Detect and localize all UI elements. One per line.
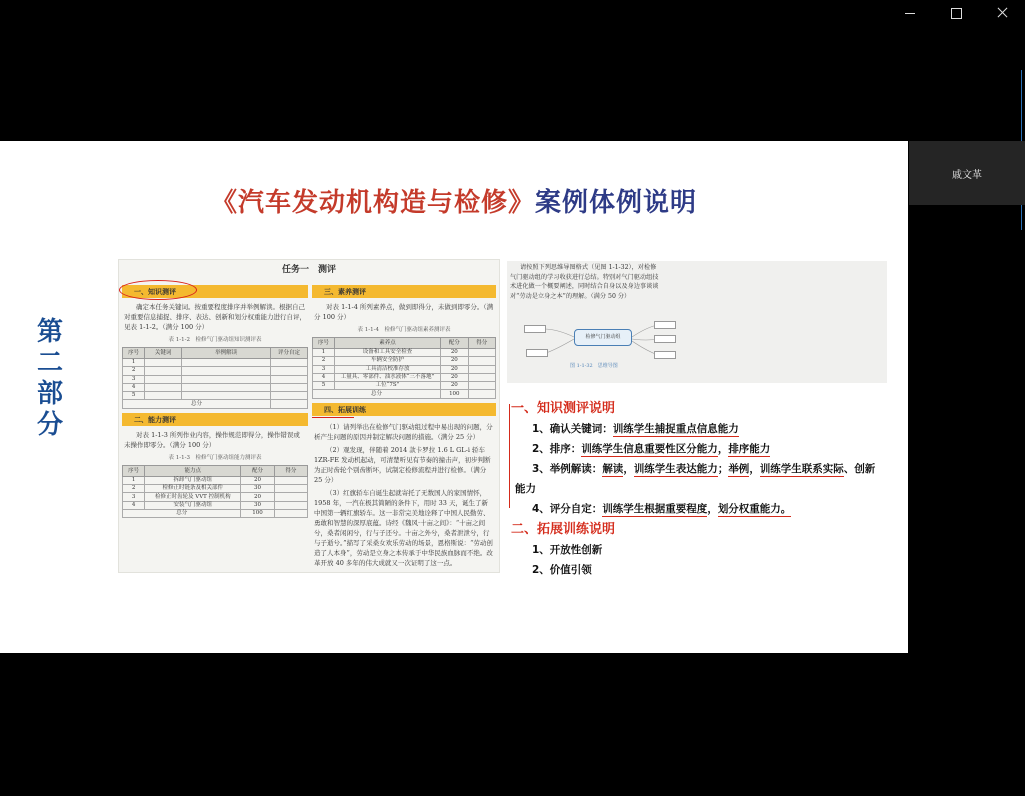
table-cell: 100 <box>441 390 468 398</box>
quality-table <box>312 337 496 399</box>
table-header: 序号 <box>313 338 335 349</box>
table-cell: 3 <box>123 375 145 383</box>
section-text: （1）请列举出在检修气门驱动组过程中易出现的问题，分析产生问题的原因并制定解决问题的措施。（满分 25 分） <box>314 422 493 441</box>
participant-name: 戚文革 <box>952 169 982 181</box>
note-item: 1、开放性创新 <box>532 544 603 556</box>
table-cell: 5 <box>123 392 145 400</box>
title-book-name: 汽车发动机构造与检修 <box>237 188 508 218</box>
table-row <box>313 382 496 390</box>
title-quote-open: 《 <box>210 188 238 218</box>
note-separator: ， <box>623 463 634 475</box>
part-label-char: 第 <box>36 317 63 347</box>
table-cell: 20 <box>241 493 274 501</box>
table-header: 序号 <box>123 348 145 359</box>
table-cell: 4 <box>123 501 145 509</box>
red-underline-annotation <box>312 417 354 418</box>
title-quote-close: 》 <box>508 188 536 218</box>
table-cell: 2 <box>123 485 145 493</box>
note-item <box>511 499 891 519</box>
table-cell: 安装气门驱动组 <box>145 501 241 509</box>
mindmap-caption: 图 1-1-32 思维导图 <box>570 363 618 369</box>
table-cell: 总分 <box>313 390 441 398</box>
note-separator: ； <box>717 463 729 475</box>
section-text: （3）红旗轿车自诞生起就寄托了无数国人的家国情怀，1958 年，一汽在极其简陋的条件下，用时 33 天，诞生了新中国第一辆红旗轿车。这一非常完美地诠释了中国人民勤劳、勇敢和智慧的深厚底蕴。诗经《魏风·十亩之间》：“十亩之间兮，桑者闲闲兮，行与子还兮。十亩之外兮，桑者泄泄兮，行与子逝兮。”描写了采桑女欢乐劳动的场景，恩格斯说：“劳动创造了人本身”，劳动是立身之本传承于中华民族血脉而不绝。改革开放 40 多年的伟大成就又一次证明了这一点。 <box>314 488 493 567</box>
section-title: 二、能力测评 <box>134 414 176 424</box>
note-label: 4、评分自定： <box>532 503 603 515</box>
book-left-column <box>122 285 308 522</box>
table-row <box>313 349 496 357</box>
note-separator: ， <box>749 463 760 475</box>
note-text: 解读 <box>602 463 624 475</box>
table-cell: 1 <box>123 359 145 367</box>
section-bar-quality <box>312 285 496 298</box>
table-cell: 20 <box>441 357 468 365</box>
table-row <box>123 476 308 484</box>
note-text: 训练学生信息重要性区分能力 <box>581 443 718 455</box>
minimize-icon[interactable] <box>887 0 933 26</box>
knowledge-table <box>122 347 308 409</box>
section-title: 四、拓展训练 <box>324 404 366 414</box>
table-cell: 20 <box>441 365 468 373</box>
table-row <box>313 365 496 373</box>
table-header: 得分 <box>274 465 307 476</box>
table-cell: 5 <box>313 382 335 390</box>
table-row <box>123 359 308 367</box>
table-cell: 4 <box>313 373 335 381</box>
note-separator: ， <box>717 443 729 455</box>
mindmap-diagram <box>532 317 672 369</box>
table-cell: 检修正时链条及相关部件 <box>145 485 241 493</box>
table-cell: 设备和工具安全检查 <box>334 349 440 357</box>
table-row <box>123 501 308 509</box>
note-text: 训练学生联系实际 <box>759 463 844 475</box>
section-bar-extension <box>312 403 496 416</box>
notes-heading-knowledge: 一、知识测评说明 <box>511 401 616 416</box>
table-row <box>313 390 496 398</box>
table-header: 评分自定 <box>270 348 307 359</box>
table-row <box>123 509 308 517</box>
note-label: 1、确认关键词： <box>532 423 613 435</box>
table-cell: 检修正时齿轮及 VVT 控制机构 <box>145 493 241 501</box>
table-header: 举例解读 <box>182 348 271 359</box>
table-header: 配分 <box>441 338 468 349</box>
window-controls <box>887 0 1025 26</box>
participant-tile[interactable] <box>909 141 1025 205</box>
section-text: 对表 1-1-4 所列素养点，做到即得分，未做到即零分。（满分 100 分） <box>314 303 494 321</box>
note-label: 2、排序： <box>532 443 582 455</box>
table-row <box>123 400 308 408</box>
notes-heading-extension: 二、拓展训练说明 <box>511 522 616 537</box>
shared-slide <box>0 141 908 653</box>
mindmap-node <box>524 325 546 333</box>
table-cell: 20 <box>441 382 468 390</box>
section-title: 一、知识测评 <box>134 287 176 296</box>
note-separator: ， <box>707 503 718 515</box>
table-cell: 30 <box>241 501 274 509</box>
mindmap-node <box>654 335 676 343</box>
mindmap-node <box>654 321 676 329</box>
table-cell: 100 <box>241 509 274 517</box>
close-icon[interactable] <box>979 0 1025 26</box>
note-text: 训练学生捕捉重点信息能力 <box>612 423 739 435</box>
title-rest: 案例体例说明 <box>535 188 698 218</box>
table-cell: 车辆安全防护 <box>334 357 440 365</box>
section-text: 确定本任务关键词。按重要程度排序并举例解读。根据自己对重要信息捕捉、排序、表达、创新和划分权重能力进行自评，见表 1-1-2。（满分 100 分） <box>124 303 306 331</box>
note-text: 划分权重能力。 <box>717 503 792 515</box>
part-label-char: 部 <box>36 379 63 409</box>
table-cell: 1 <box>123 476 145 484</box>
table-row <box>123 367 308 375</box>
note-text: 排序能力 <box>728 443 771 455</box>
table-cell: 20 <box>441 349 468 357</box>
table-caption: 表 1-1-3 检修气门驱动组能力测评表 <box>168 454 262 461</box>
table-header: 得分 <box>468 338 495 349</box>
table-header: 序号 <box>123 465 145 476</box>
table-header: 配分 <box>241 465 274 476</box>
explanation-notes <box>511 398 891 580</box>
table-caption: 表 1-1-4 检修气门驱动组素养测评表 <box>357 327 451 333</box>
note-item <box>511 439 891 459</box>
table-row <box>123 375 308 383</box>
table-cell: 3 <box>313 365 335 373</box>
mindmap-node <box>526 349 548 357</box>
note-text: 创新 <box>854 463 876 475</box>
mindmap-image <box>507 261 887 383</box>
table-row <box>123 383 308 391</box>
ability-table <box>122 465 308 518</box>
table-cell: 20 <box>441 373 468 381</box>
table-row <box>123 485 308 493</box>
section-bar-knowledge <box>122 285 308 298</box>
part-label <box>30 317 70 441</box>
table-cell: 2 <box>123 367 145 375</box>
table-cell: 拆卸气门驱动组 <box>145 476 241 484</box>
section-text: （2）观发现，伴随着 2014 款卡罗拉 1.6 L GL-i 轿车 1ZR-FE 发动机起动，可清楚听见有节奏的撞击声，初步判断为正时齿轮个别齿断坏，试制定检修流程并进行检修。（满分 25 分） <box>314 445 491 484</box>
mindmap-instruction: 请按照下列思维导图格式（见图 1-1-32），对检修气门驱动组的学习收获进行总结。特别对气门驱动组技术进化做一个概要阐述，同时结合自身以及身边事谈谈对“劳动是立身之本”的理解。（满分 50 分） <box>510 264 659 300</box>
note-item <box>511 419 891 439</box>
table-cell: 20 <box>241 476 274 484</box>
maximize-icon[interactable] <box>933 0 979 26</box>
note-item: 2、价值引领 <box>532 564 592 576</box>
part-label-char: 二 <box>36 348 63 378</box>
book-task-title: 任务一 测评 <box>281 265 336 275</box>
note-text-wrap: 能力 <box>515 483 536 495</box>
note-separator: 、 <box>843 463 855 475</box>
note-text: 训练学生根据重要程度 <box>602 503 708 515</box>
mindmap-node <box>654 351 676 359</box>
table-header: 能力点 <box>145 465 241 476</box>
table-cell: 30 <box>241 485 274 493</box>
note-label: 3、举例解读： <box>532 463 603 475</box>
part-label-char: 分 <box>36 410 63 440</box>
note-text: 举例 <box>728 463 750 475</box>
section-title: 三、素养测评 <box>324 287 366 296</box>
table-row <box>313 373 496 381</box>
table-row <box>313 357 496 365</box>
slide-title <box>0 182 908 219</box>
section-bar-ability <box>122 413 308 426</box>
book-page-image <box>118 259 500 573</box>
table-cell: 2 <box>313 357 335 365</box>
section-text: 对表 1-1-3 所列作业内容，操作规范即得分，操作错误或未操作即零分。（满分 100 分） <box>124 430 300 449</box>
table-cell: 工具清洁校准存放 <box>334 365 440 373</box>
table-header: 素养点 <box>334 338 440 349</box>
red-circle-annotation <box>119 280 197 300</box>
table-cell: 4 <box>123 383 145 391</box>
mindmap-center-node: 检修气门驱动组 <box>574 329 632 346</box>
table-cell: 1 <box>313 349 335 357</box>
table-cell: 工位“7S” <box>334 382 440 390</box>
table-header: 关键词 <box>145 348 182 359</box>
note-item <box>511 459 891 479</box>
table-caption: 表 1-1-2 检修气门驱动组知识测评表 <box>168 337 262 343</box>
table-cell: 总分 <box>123 509 241 517</box>
table-cell: 工量具、零部件、油水液体“三不落地” <box>334 373 440 381</box>
note-text: 训练学生表达能力 <box>633 463 718 475</box>
table-cell: 总分 <box>123 400 271 408</box>
table-row <box>123 392 308 400</box>
book-right-column <box>312 285 496 571</box>
table-cell: 3 <box>123 493 145 501</box>
table-row <box>123 493 308 501</box>
